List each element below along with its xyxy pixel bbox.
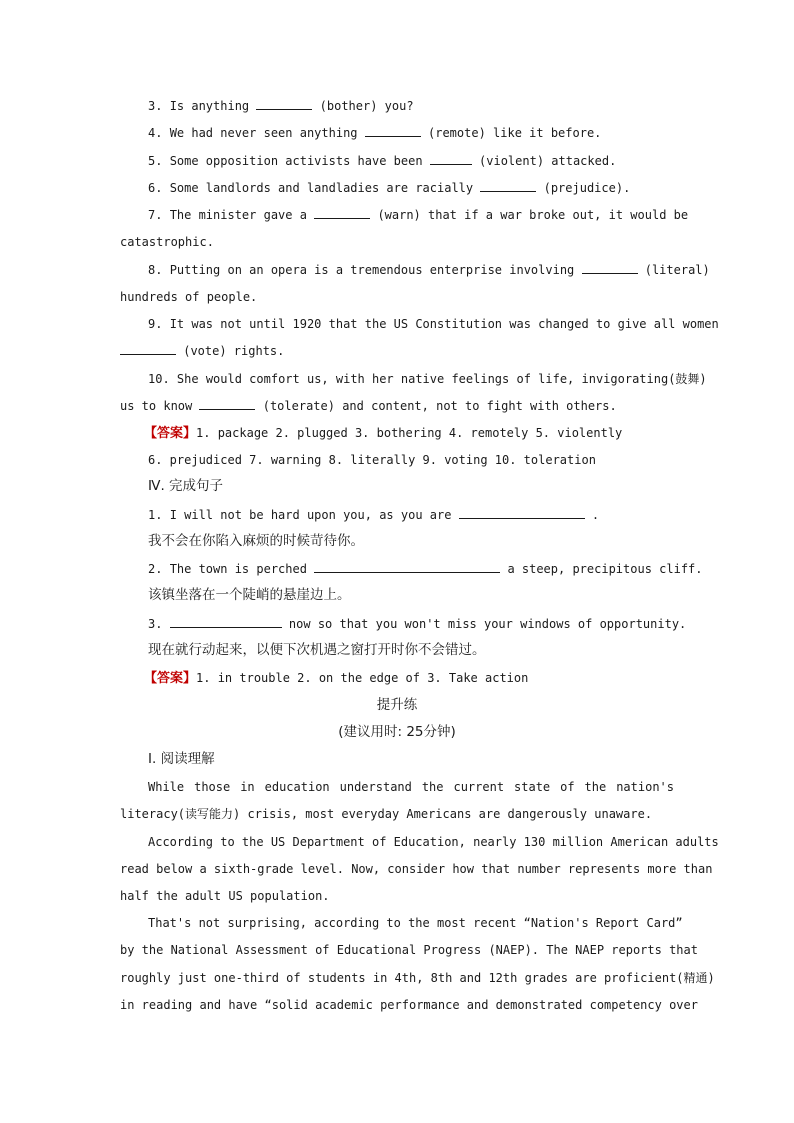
item-text: I will not be hard upon you, as you are — [169, 508, 452, 522]
passage-p1-line1: While those in education understand the current state of the nation's — [148, 780, 674, 794]
item-number: 7. — [148, 208, 163, 222]
item-text: She would comfort us, with her native feelings of life, invigorating(鼓舞) — [176, 372, 707, 386]
item-text: . — [591, 508, 600, 522]
item-text: (vote) rights. — [183, 344, 285, 358]
answer-blank — [365, 125, 421, 137]
item-text: (remote) like it before. — [428, 126, 602, 140]
item-text: Is anything — [169, 99, 250, 113]
item-text: The minister gave a — [169, 208, 307, 222]
reading-heading: Ⅰ. 阅读理解 — [148, 751, 215, 767]
item-text: (prejudice). — [543, 181, 631, 195]
item-number: 5. — [148, 154, 163, 168]
exercise-8 — [148, 262, 710, 278]
item-text: Some opposition activists have been — [169, 154, 423, 168]
item-text: (warn) that if a war broke out, it would be — [377, 208, 689, 222]
answer-label: 【答案】 — [144, 426, 197, 441]
exercise-10 — [148, 371, 707, 387]
item-text: We had never seen anything — [169, 126, 358, 140]
item-number: 3. — [148, 617, 163, 631]
answer-blank — [430, 153, 472, 165]
item-text: (tolerate) and content, not to fight with others. — [262, 399, 617, 413]
answer-line-2: 6. prejudiced 7. warning 8. literally 9. voting 10. toleration — [148, 453, 596, 467]
passage-p2-line3: half the adult US population. — [120, 889, 330, 903]
sentence-3-translation: 现在就行动起来，以便下次机遇之窗打开时你不会错过。 — [148, 642, 486, 658]
item-text: The town is perched — [169, 562, 307, 576]
passage-p3-line4: in reading and have “solid academic performance and demonstrated competency over — [120, 998, 698, 1012]
item-text: It was not until 1920 that the US Constitution was changed to give all women — [169, 317, 719, 331]
item-number: 8. — [148, 263, 163, 277]
exercise-6 — [148, 180, 674, 196]
exercise-10-cont — [120, 398, 674, 414]
answer-blank — [120, 343, 176, 355]
answer-blank — [314, 207, 370, 219]
passage-p3-line3: roughly just one-third of students in 4th, 8th and 12th grades are proficient(精通) — [120, 971, 715, 985]
item-text: (literal) — [644, 263, 710, 277]
exercise-5 — [148, 153, 674, 169]
advanced-time: (建议用时: 25分钟) — [338, 724, 456, 740]
answer-label: 【答案】 — [144, 671, 197, 686]
answer-line-3 — [144, 670, 670, 687]
item-text: a steep, precipitous cliff. — [507, 562, 703, 576]
sentence-2 — [148, 561, 703, 577]
sentence-1 — [148, 507, 674, 523]
answer-text: 1. in trouble 2. on the edge of 3. Take action — [196, 671, 529, 685]
item-text: Some landlords and landladies are racially — [169, 181, 474, 195]
sentence-1-translation: 我不会在你陷入麻烦的时候苛待你。 — [148, 533, 364, 549]
exercise-9 — [148, 316, 719, 332]
exercise-7 — [148, 207, 689, 223]
passage-p1-line2: literacy(读写能力) crisis, most everyday Americans are dangerously unaware. — [120, 807, 653, 821]
passage-p2-line2: read below a sixth-grade level. Now, consider how that number represents more than — [120, 862, 713, 876]
advanced-title: 提升练 — [376, 697, 418, 713]
sentence-3 — [148, 616, 687, 632]
answer-blank — [199, 398, 255, 410]
item-text: now so that you won't miss your windows of opportunity. — [288, 617, 687, 631]
exercise-9-cont — [120, 343, 674, 359]
passage-p3-line1: That's not surprising, according to the most recent “Nation's Report Card” — [148, 916, 683, 930]
item-number: 4. — [148, 126, 163, 140]
item-number: 1. — [148, 508, 163, 522]
answer-blank — [256, 98, 312, 110]
answer-blank — [459, 507, 585, 519]
passage-p3-line2: by the National Assessment of Educational Progress (NAEP). The NAEP reports that — [120, 943, 698, 957]
item-text: (bother) you? — [319, 99, 414, 113]
answer-blank — [314, 561, 500, 573]
item-text: Putting on an opera is a tremendous enterprise involving — [169, 263, 575, 277]
exercise-4 — [148, 125, 674, 141]
item-number: 3. — [148, 99, 163, 113]
item-number: 10. — [148, 372, 170, 386]
passage-p2-line1: According to the US Department of Education, nearly 130 million American adults — [148, 835, 719, 849]
answer-text: 1. package 2. plugged 3. bothering 4. remotely 5. violently — [196, 426, 623, 440]
answer-line-1 — [144, 425, 670, 442]
exercise-7-cont: catastrophic. — [120, 235, 214, 249]
item-text: (violent) attacked. — [479, 154, 617, 168]
item-number: 2. — [148, 562, 163, 576]
section-heading: Ⅳ. 完成句子 — [148, 478, 224, 494]
item-number: 9. — [148, 317, 163, 331]
item-text: us to know — [120, 399, 193, 413]
answer-blank — [582, 262, 638, 274]
sentence-2-translation: 该镇坐落在一个陡峭的悬崖边上。 — [148, 587, 351, 603]
exercise-3 — [148, 98, 674, 114]
item-number: 6. — [148, 181, 163, 195]
answer-blank — [480, 180, 536, 192]
exercise-8-cont: hundreds of people. — [120, 290, 258, 304]
answer-blank — [170, 616, 282, 628]
